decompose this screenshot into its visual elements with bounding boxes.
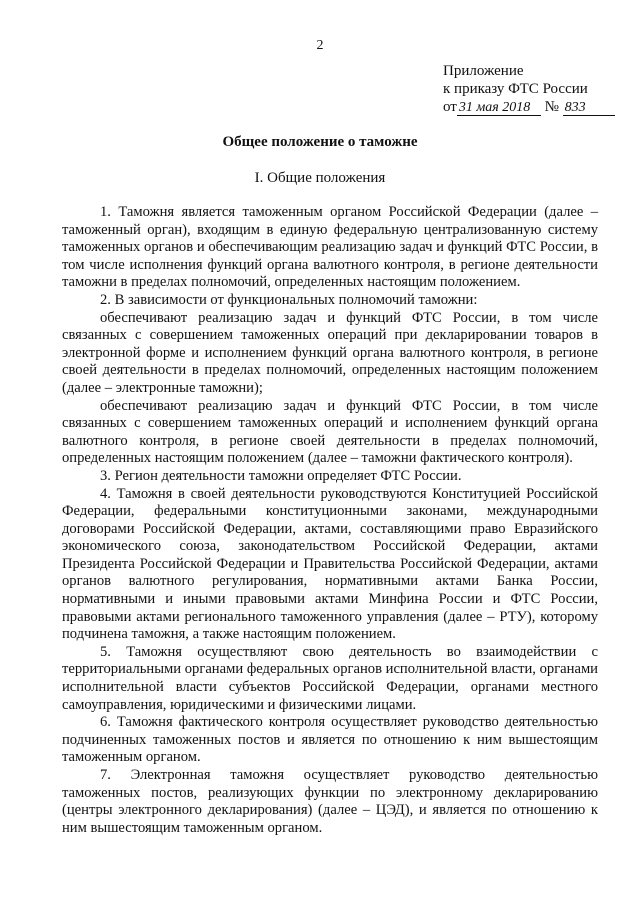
paragraph-5: 5. Таможня осуществляют свою деятельность во взаимодействии с территориальными органами федеральных органов исполнительной власти, органами исполнительной власти субъектов Российской Федерации, органами местного самоуправления, юридическими и физическими лицами. xyxy=(62,643,598,713)
annex-block xyxy=(443,62,615,116)
document-body xyxy=(62,204,598,837)
annex-order-ref: к приказу ФТС России xyxy=(443,81,588,97)
section-heading: I. Общие положения xyxy=(254,170,386,186)
paragraph-7: 7. Электронная таможня осуществляет руководство деятельностью таможенных постов, реализующих функции по электронному декларированию (центры электронного декларирования) (далее – ЦЭД), и является по отношению к ним вышестоящим таможенным органом. xyxy=(62,767,598,836)
annex-label: Приложение xyxy=(443,63,524,79)
paragraph-2: 2. В зависимости от функциональных полномочий таможни: xyxy=(100,291,478,308)
paragraph-3: 3. Регион деятельности таможни определяет ФТС России. xyxy=(100,467,462,484)
document-title: Общее положение о таможне xyxy=(222,134,418,150)
annex-number: 833 xyxy=(563,101,615,116)
annex-date: 31 мая 2018 xyxy=(457,101,541,116)
paragraph-1: 1. Таможня является таможенным органом Российской Федерации (далее – таможенный орган), входящим в единую федеральную централизованную систему таможенных органов и обеспечивающим реализацию задач и функций ФТС России, в том числе исполнения функций органа валютного контроля, в регионе деятельности таможни в пределах полномочий, определенных настоящим положением. xyxy=(62,204,598,291)
paragraph-4: 4. Таможня в своей деятельности руководствуются Конституцией Российской Федерации, федеральными конституционными законами, международными договорами Российской Федерации, актами, составляющими право Евразийского экономического союза, законодательством Российской Федерации, актами Президента Российской Федерации и Правительства Российской Федерации, актами органов валютного регулирования, нормативными актами Банка России, нормативными и иными правовыми актами Минфина России и ФТС России, правовыми актами регионального таможенного управления (далее – РТУ), которому подчинена таможня, а также настоящим положением. xyxy=(62,485,598,643)
annex-from: от xyxy=(443,99,457,115)
paragraph-2-item-1: обеспечивают реализацию задач и функций ФТС России, в том числе связанных с совершением таможенных операций при декларировании товаров в электронной форме и исполнением функций органа валютного контроля, в регионе своей деятельности в пределах полномочий, определенных настоящим положением (далее – электронные таможни); xyxy=(62,309,598,396)
annex-number-sign: № xyxy=(544,99,559,115)
paragraph-6: 6. Таможня фактического контроля осуществляет руководство деятельностью подчиненных таможенных постов и является по отношению к ним вышестоящим таможенным органом. xyxy=(62,714,598,766)
paragraph-2-item-2: обеспечивают реализацию задач и функций ФТС России, в том числе связанных с совершением таможенных операций и исполнением функций органа валютного контроля, в регионе своей деятельности в пределах полномочий, определенных настоящим положением (далее – таможни фактического контроля). xyxy=(62,397,598,467)
page-number: 2 xyxy=(316,38,324,53)
annex-date-line xyxy=(443,98,615,116)
